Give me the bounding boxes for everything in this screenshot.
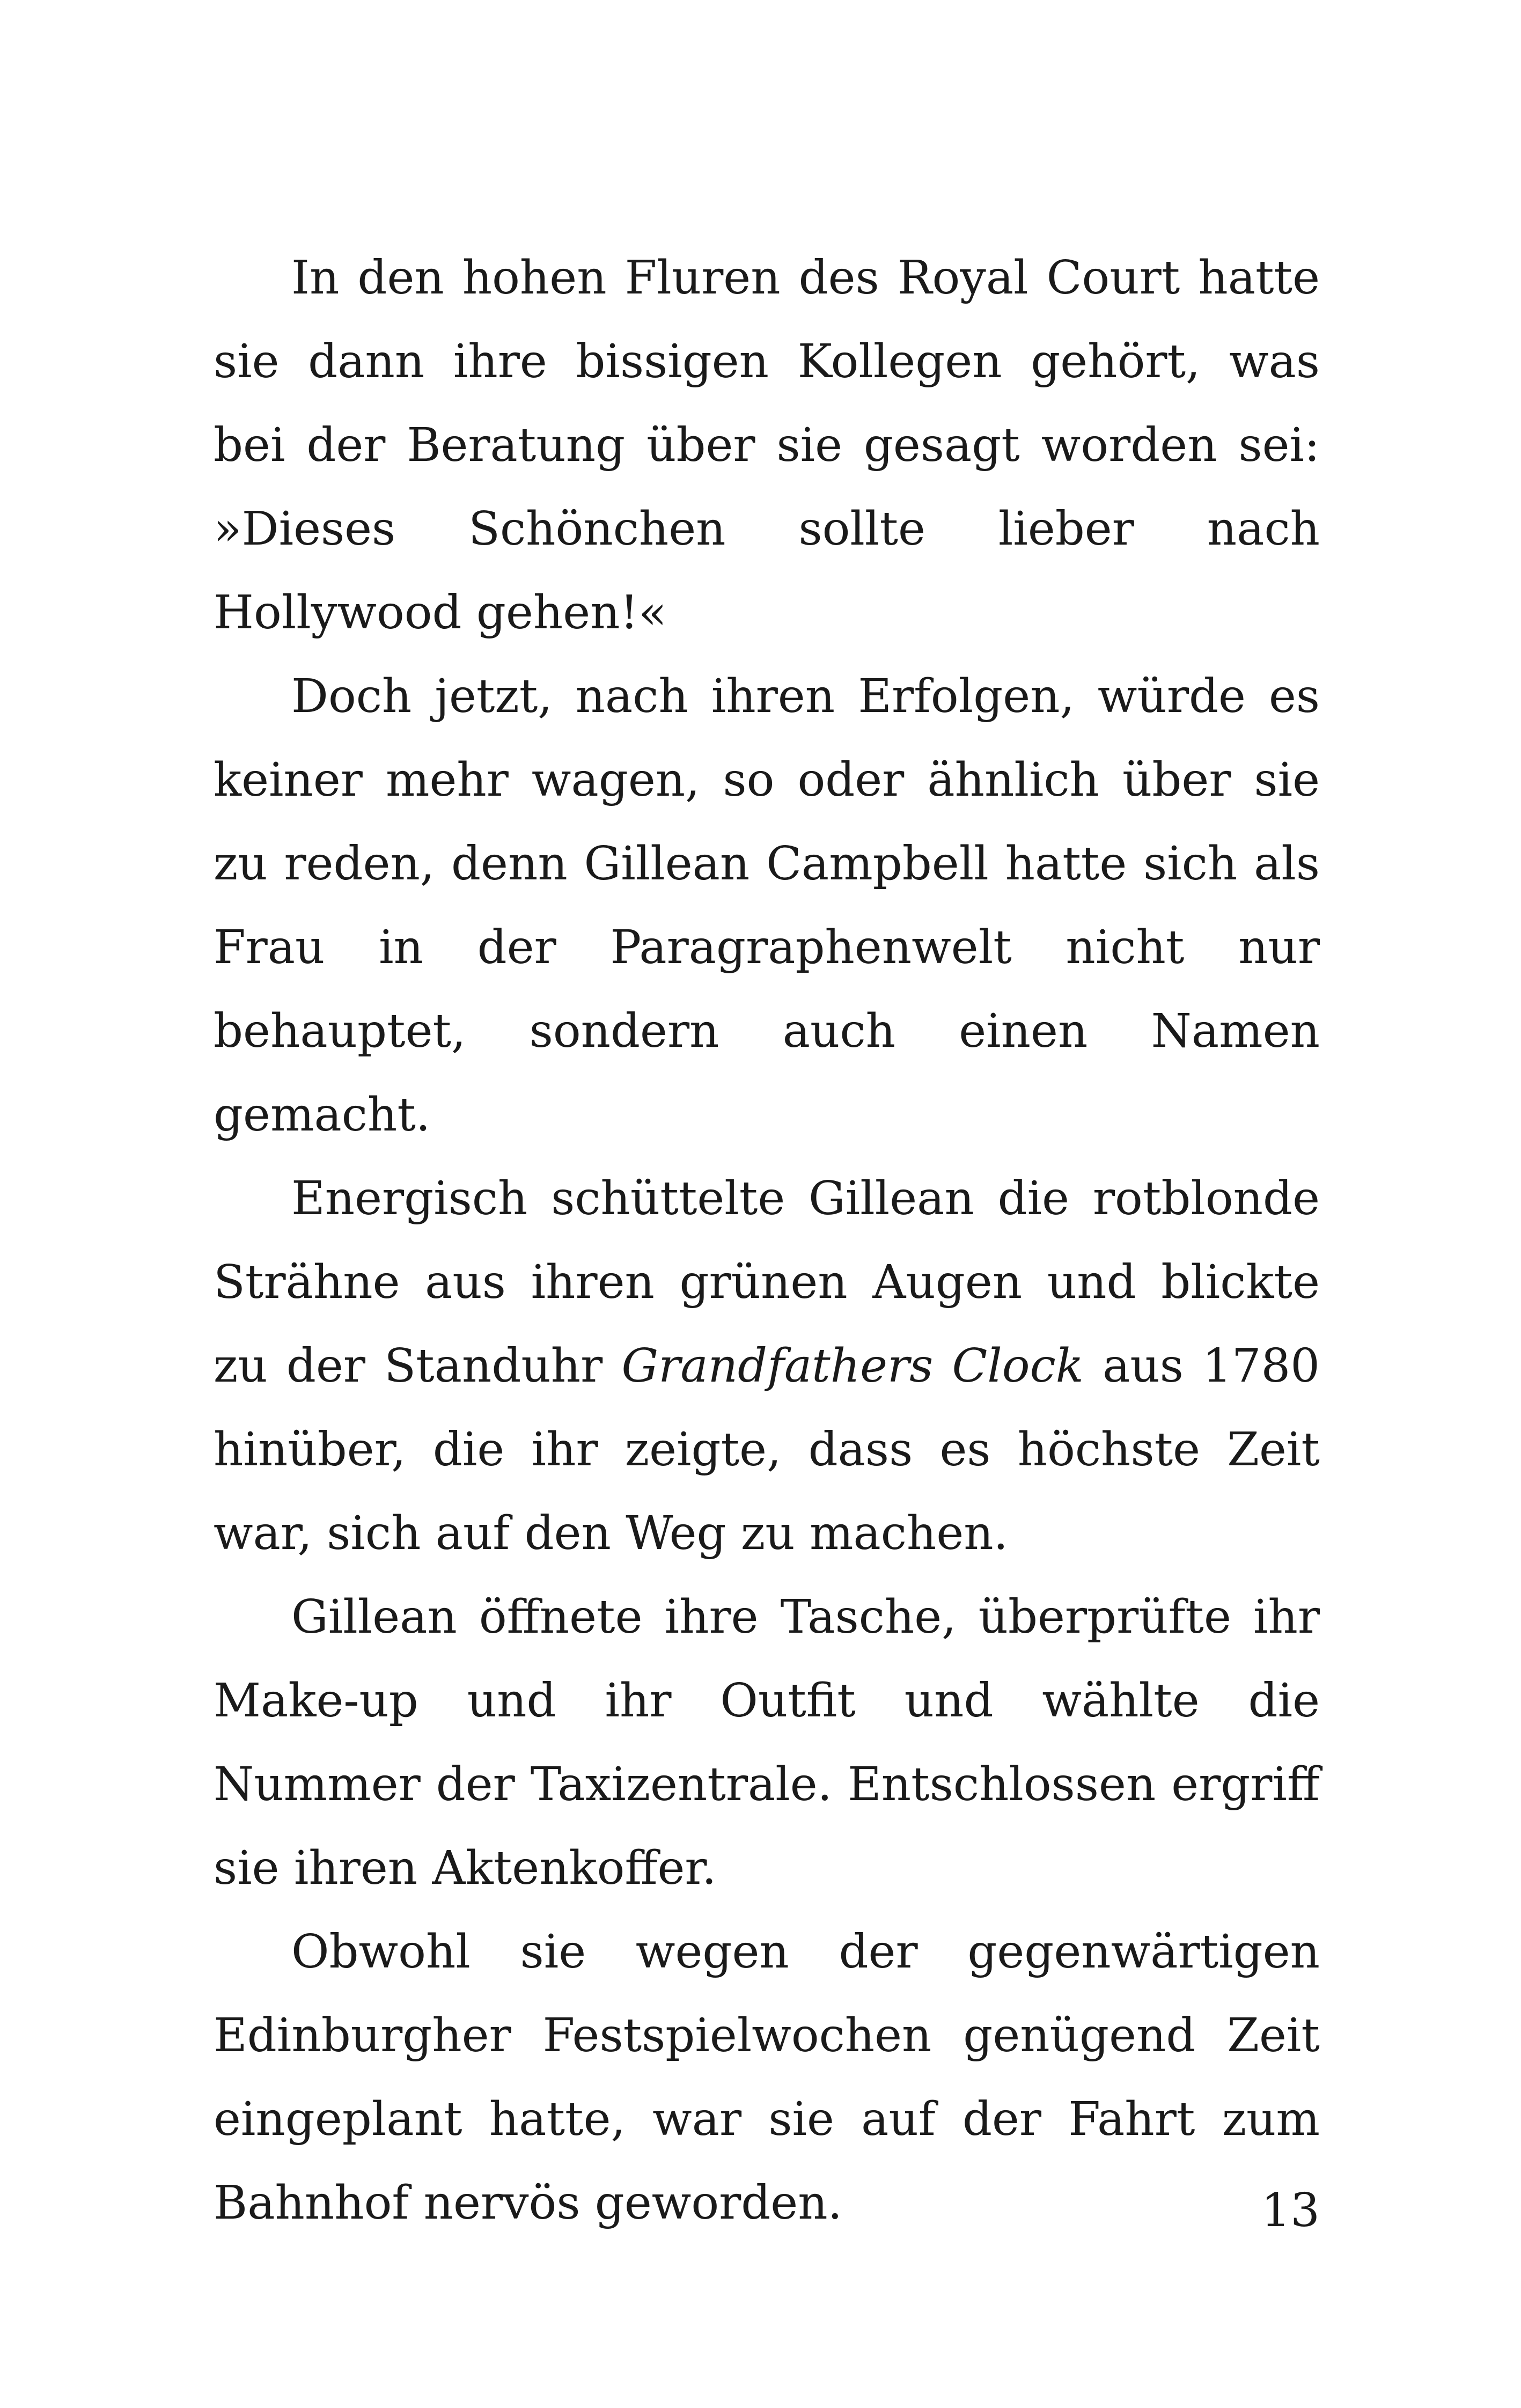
page-number: 13 [1261, 2184, 1320, 2237]
paragraph-3-text-start: Energisch schüttelte Gillean die rotblonde Strähne aus ihren grünen Augen und blickte zu der Standuhr [214, 1172, 1320, 1393]
paragraph-3-text-end: aus 1780 hinüber, die ihr zeigte, dass es höchste Zeit war, sich auf den Weg zu machen. [214, 1339, 1320, 1560]
paragraph-3-italic-title: Grandfathers Clock [621, 1339, 1084, 1393]
paragraph-1: In den hohen Fluren des Royal Court hatte sie dann ihre bissigen Kollegen gehört, was bei der Beratung über sie gesagt worden sei: »Dieses Schönchen sollte lieber nach Hollywood gehen!« [214, 251, 1320, 640]
body-text [214, 236, 1320, 2245]
paragraph-4: Gillean öffnete ihre Tasche, überprüfte ihr Make-up und ihr Outfit und wählte die Nummer der Taxizentrale. Entschlossen ergriff sie ihren Aktenkoffer. [214, 1590, 1320, 1895]
paragraph-2: Doch jetzt, nach ihren Erfolgen, würde es keiner mehr wagen, so oder ähnlich über sie zu reden, denn Gillean Campbell hatte sich als Frau in der Paragraphenwelt nicht nur behauptet, sondern auch einen Namen gemacht. [214, 670, 1320, 1142]
paragraph-5: Obwohl sie wegen der gegenwärtigen Edinburgher Festspielwochen genügend Zeit eingeplant hatte, war sie auf der Fahrt zum Bahnhof nervös geworden. [214, 1925, 1320, 2230]
paragraph-3 [214, 1157, 1320, 1575]
